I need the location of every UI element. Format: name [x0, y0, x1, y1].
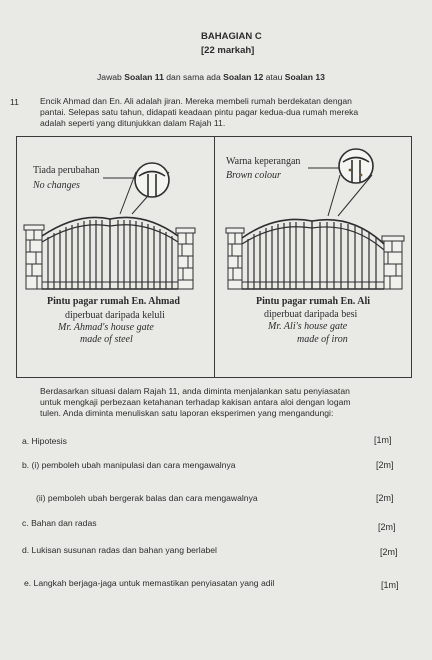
body-line-3: tulen. Anda diminta menuliskan satu laporan eksperimen yang mengandungi: — [40, 408, 334, 418]
magnifier-icon — [120, 163, 169, 214]
left-callout-en: No changes — [33, 180, 80, 191]
left-caption-ms-2: diperbuat daripada keluli — [65, 310, 165, 321]
section-marks: [22 markah] — [201, 45, 255, 56]
right-caption-ms-2: diperbuat daripada besi — [264, 309, 358, 320]
magnifier-icon — [328, 149, 373, 216]
instruction-pre: Jawab — [97, 72, 125, 82]
question-line-2: pantai. Selepas satu tahun, didapati keadaan pintu pagar kedua-dua rumah mereka — [40, 107, 359, 117]
left-callout-ms: Tiada perubahan — [33, 165, 100, 176]
right-caption-en-1: Mr. Ali's house gate — [268, 321, 348, 332]
right-caption-ms-1: Pintu pagar rumah En. Ali — [256, 296, 371, 307]
left-pillar-icon — [226, 228, 244, 289]
item-a-mark: [1m] — [374, 435, 392, 445]
item-b-i-mark: [2m] — [376, 460, 394, 470]
item-c-text: c. Bahan dan radas — [22, 518, 97, 528]
right-callout-en: Brown colour — [226, 170, 281, 181]
left-caption-en-1: Mr. Ahmad's house gate — [58, 322, 154, 333]
right-pillar-icon — [382, 236, 404, 289]
right-pillar-icon — [176, 228, 195, 289]
item-c-mark: [2m] — [378, 522, 396, 532]
question-line-1: Encik Ahmad dan En. Ali adalah jiran. Mereka membeli rumah berdekatan dengan — [40, 96, 352, 106]
section-title: BAHAGIAN C — [201, 31, 262, 42]
left-caption-en-2: made of steel — [80, 334, 133, 345]
instruction-q11: Soalan 11 — [124, 72, 164, 82]
item-d-mark: [2m] — [380, 547, 398, 557]
question-number: 11 — [10, 97, 19, 107]
item-b-ii-mark: [2m] — [376, 493, 394, 503]
item-e-text: e. Langkah berjaga-jaga untuk memastikan penyiasatan yang adil — [24, 578, 275, 588]
left-pillar-icon — [24, 225, 44, 289]
left-caption-ms-1: Pintu pagar rumah En. Ahmad — [47, 296, 180, 307]
instruction-q12: Soalan 12 — [223, 72, 264, 82]
item-b-ii-text: (ii) pemboleh ubah bergerak balas dan cara mengawalnya — [36, 493, 258, 503]
body-line-2: untuk mengkaji perbezaan ketahanan terhadap kakisan antara aloi dengan logam — [40, 397, 351, 407]
item-d-text: d. Lukisan susunan radas dan bahan yang berlabel — [22, 545, 217, 555]
instruction-or: atau — [263, 72, 285, 82]
body-paragraph — [40, 386, 351, 419]
instruction-mid: dan sama ada — [163, 72, 224, 82]
instruction-q13: Soalan 13 — [284, 72, 325, 82]
body-line-1: Berdasarkan situasi dalam Rajah 11, anda diminta menjalankan satu penyiasatan — [40, 386, 350, 396]
right-callout-ms: Warna keperangan — [226, 156, 301, 167]
question-line-3: adalah seperti yang ditunjukkan dalam Rajah 11. — [40, 118, 226, 128]
item-b-i-text: b. (i) pemboleh ubah manipulasi dan cara mengawalnya — [22, 460, 236, 470]
right-caption-en-2: made of iron — [297, 334, 348, 345]
item-e-mark: [1m] — [381, 580, 399, 590]
item-a-text: a. Hipotesis — [22, 436, 67, 446]
